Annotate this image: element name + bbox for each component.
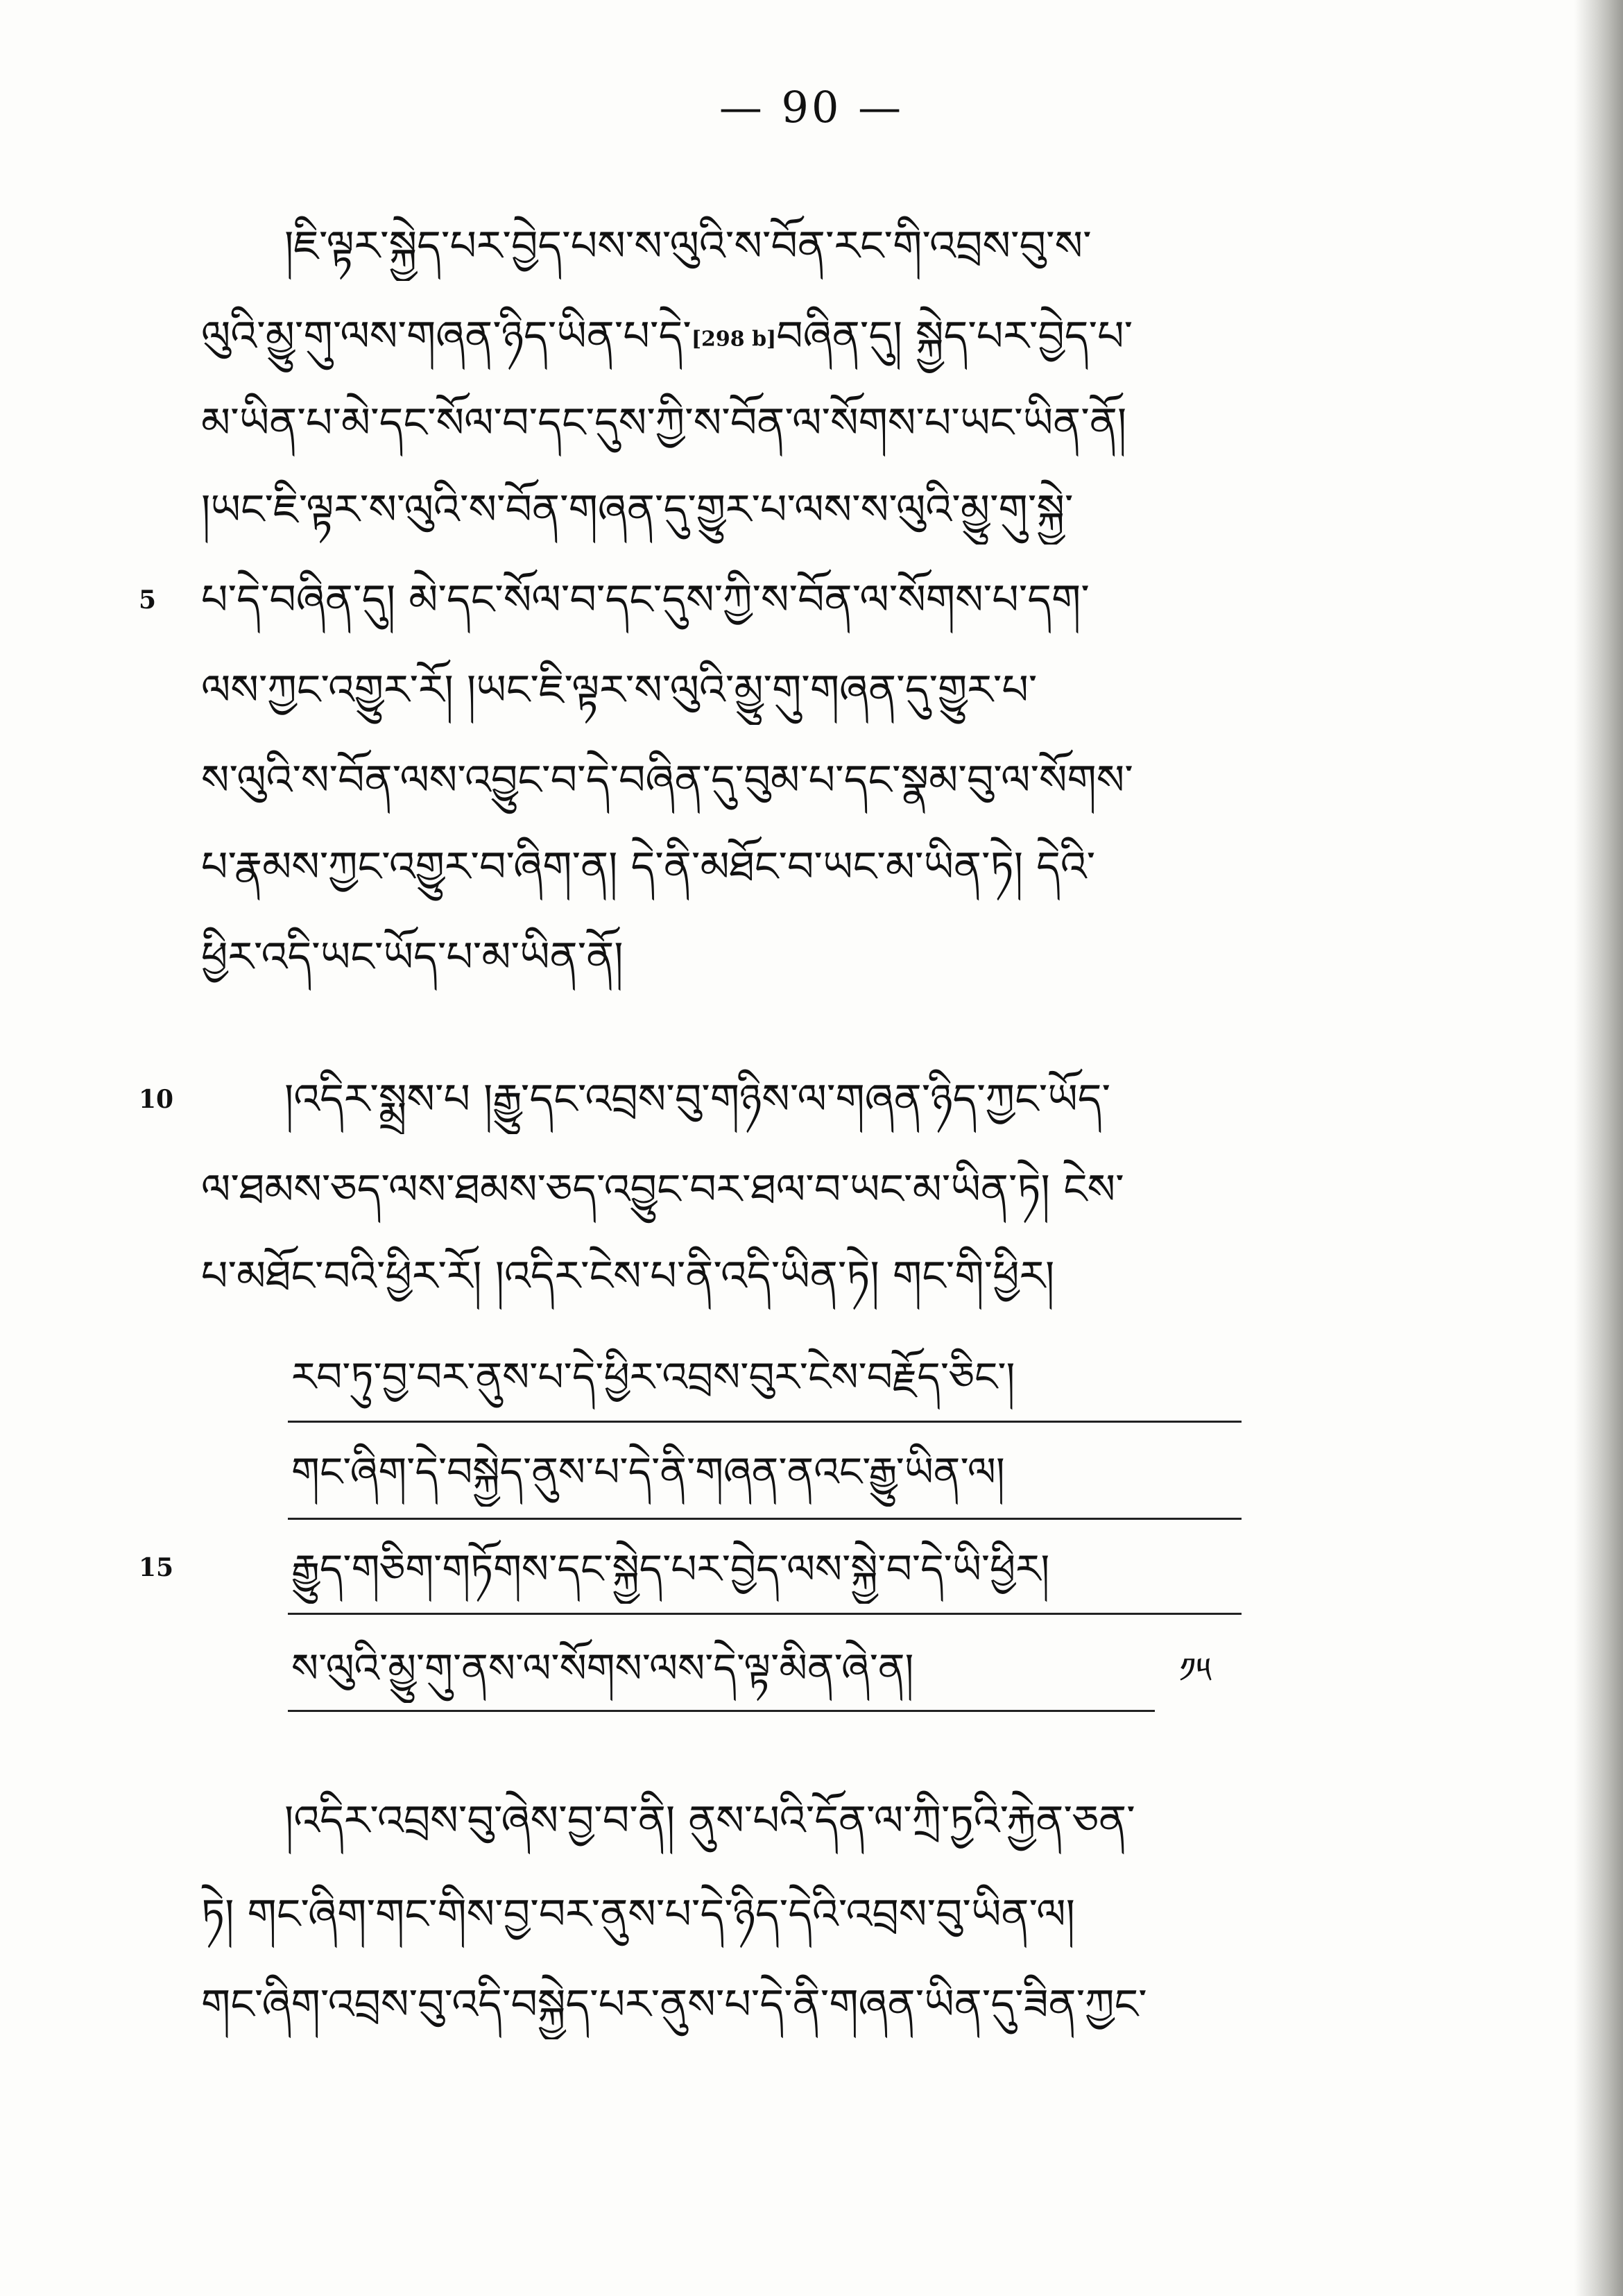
text-line: །ཡང་ཇི་ལྟར་ས་ལུའི་ས་བོན་གཞན་དུ་གྱུར་པ་ལས་ས་ལུའི་མྱུ་གུ་སྐྱེ་ — [201, 486, 1074, 534]
text-line: །ཇི་ལྟར་སྐྱེད་པར་བྱེད་པས་ས་ལུའི་ས་བོན་རང་གི་འབྲས་བུ་ས་ — [284, 222, 1092, 271]
line-number: 15 — [139, 1553, 174, 1582]
verse-rule — [288, 1518, 1242, 1520]
text-line: གང་ཞིག་འབྲས་བུ་འདི་བསྐྱེད་པར་ནུས་པ་དེ་ནི་གཞན་ཡིན་དུ་ཟིན་ཀྱང་ — [201, 1980, 1147, 2029]
text-line: པ་རྣམས་ཀྱང་འགྱུར་བ་ཞིག་ན། དེ་ནི་མཐོང་བ་ཡང་མ་ཡིན་ཏེ། དེའི་ — [201, 843, 1096, 891]
text-line: ལས་ཀྱང་འགྱུར་རོ། །ཡང་ཇི་ལྟར་ས་ལུའི་མྱུ་གུ་གཞན་དུ་གྱུར་པ་ — [201, 666, 1038, 714]
verse-number: ༡༥ — [1179, 1650, 1212, 1690]
verse-line: གང་ཞིག་དེ་བསྐྱེད་ནུས་པ་དེ་ནི་གཞན་ནའང་རྒྱུ་ཡིན་ལ། — [291, 1448, 1005, 1496]
text-line: མ་ཡིན་པ་མེ་དང་སོལ་བ་དང་དུས་ཀྱི་ས་བོན་ལ་སོགས་པ་ཡང་ཡིན་ནོ། — [201, 399, 1127, 447]
verse-line: རྒྱུད་གཅིག་གཏོགས་དང་སྐྱེད་པར་བྱེད་ལས་སྐྱེ་བ་དེ་ཡི་ཕྱིར། — [291, 1545, 1050, 1593]
text-line: །འདིར་འབྲས་བུ་ཞེས་བྱ་བ་ནི། ནུས་པའི་དོན་ལ་ཀྲི་ཏྱའི་རྐྱེན་ཅན་ — [284, 1797, 1135, 1845]
line-number: 10 — [139, 1085, 174, 1114]
page-number: — 90 — — [719, 82, 904, 132]
scan-edge-shadow — [1574, 0, 1623, 2296]
text-line: ཕྱིར་འདི་ཡང་ཡོད་པ་མ་ཡིན་ནོ། — [201, 933, 624, 982]
text-line: པ་མཐོང་བའི་ཕྱིར་རོ། །འདིར་ངེས་པ་ནི་འདི་ཡིན་ཏེ། གང་གི་ཕྱིར། — [201, 1252, 1055, 1301]
verse-line: རབ་ཏུ་བྱ་བར་ནུས་པ་དེ་ཕྱིར་འབྲས་བུར་ངེས་བརྗོད་ཅིང་། — [291, 1353, 1015, 1400]
line-number: 5 — [139, 585, 157, 615]
text-line: ས་ལུའི་ས་བོན་ལས་འབྱུང་བ་དེ་བཞིན་དུ་བུམ་པ་དང་སྣམ་བུ་ལ་སོགས་ — [201, 756, 1133, 805]
verse-rule — [288, 1613, 1242, 1615]
text-line: ལུའི་མྱུ་གུ་ལས་གཞན་ཉིད་ཡིན་པ་དེ་[298 b]བཞིན་དུ། སྐྱེད་པར་བྱེད་པ་ — [201, 312, 1133, 361]
verse-rule — [288, 1710, 1155, 1712]
folio-marker: [298 b] — [691, 327, 777, 352]
text-line: ཏེ། གང་ཞིག་གང་གིས་བྱ་བར་ནུས་པ་དེ་ཉིད་དེའི་འབྲས་བུ་ཡིན་ལ། — [201, 1890, 1075, 1939]
text-line: པ་དེ་བཞིན་དུ། མེ་དང་སོལ་བ་དང་དུས་ཀྱི་ས་བོན་ལ་སོགས་པ་དག་ — [201, 576, 1090, 624]
verse-rule — [288, 1421, 1242, 1423]
text-line: ལ་ཐམས་ཅད་ལས་ཐམས་ཅད་འབྱུང་བར་ཐལ་བ་ཡང་མ་ཡིན་ཏེ། ངེས་ — [201, 1165, 1124, 1214]
verse-line: ས་ལུའི་མྱུ་གུ་ནས་ལ་སོགས་ལས་དེ་ལྟ་མིན་ཞེ་ན། — [291, 1645, 914, 1692]
text-line: །འདིར་སྨྲས་པ །རྒྱུ་དང་འབྲས་བུ་གཉིས་ལ་གཞན་ཉིད་ཀྱང་ཡོད་ — [284, 1075, 1111, 1124]
